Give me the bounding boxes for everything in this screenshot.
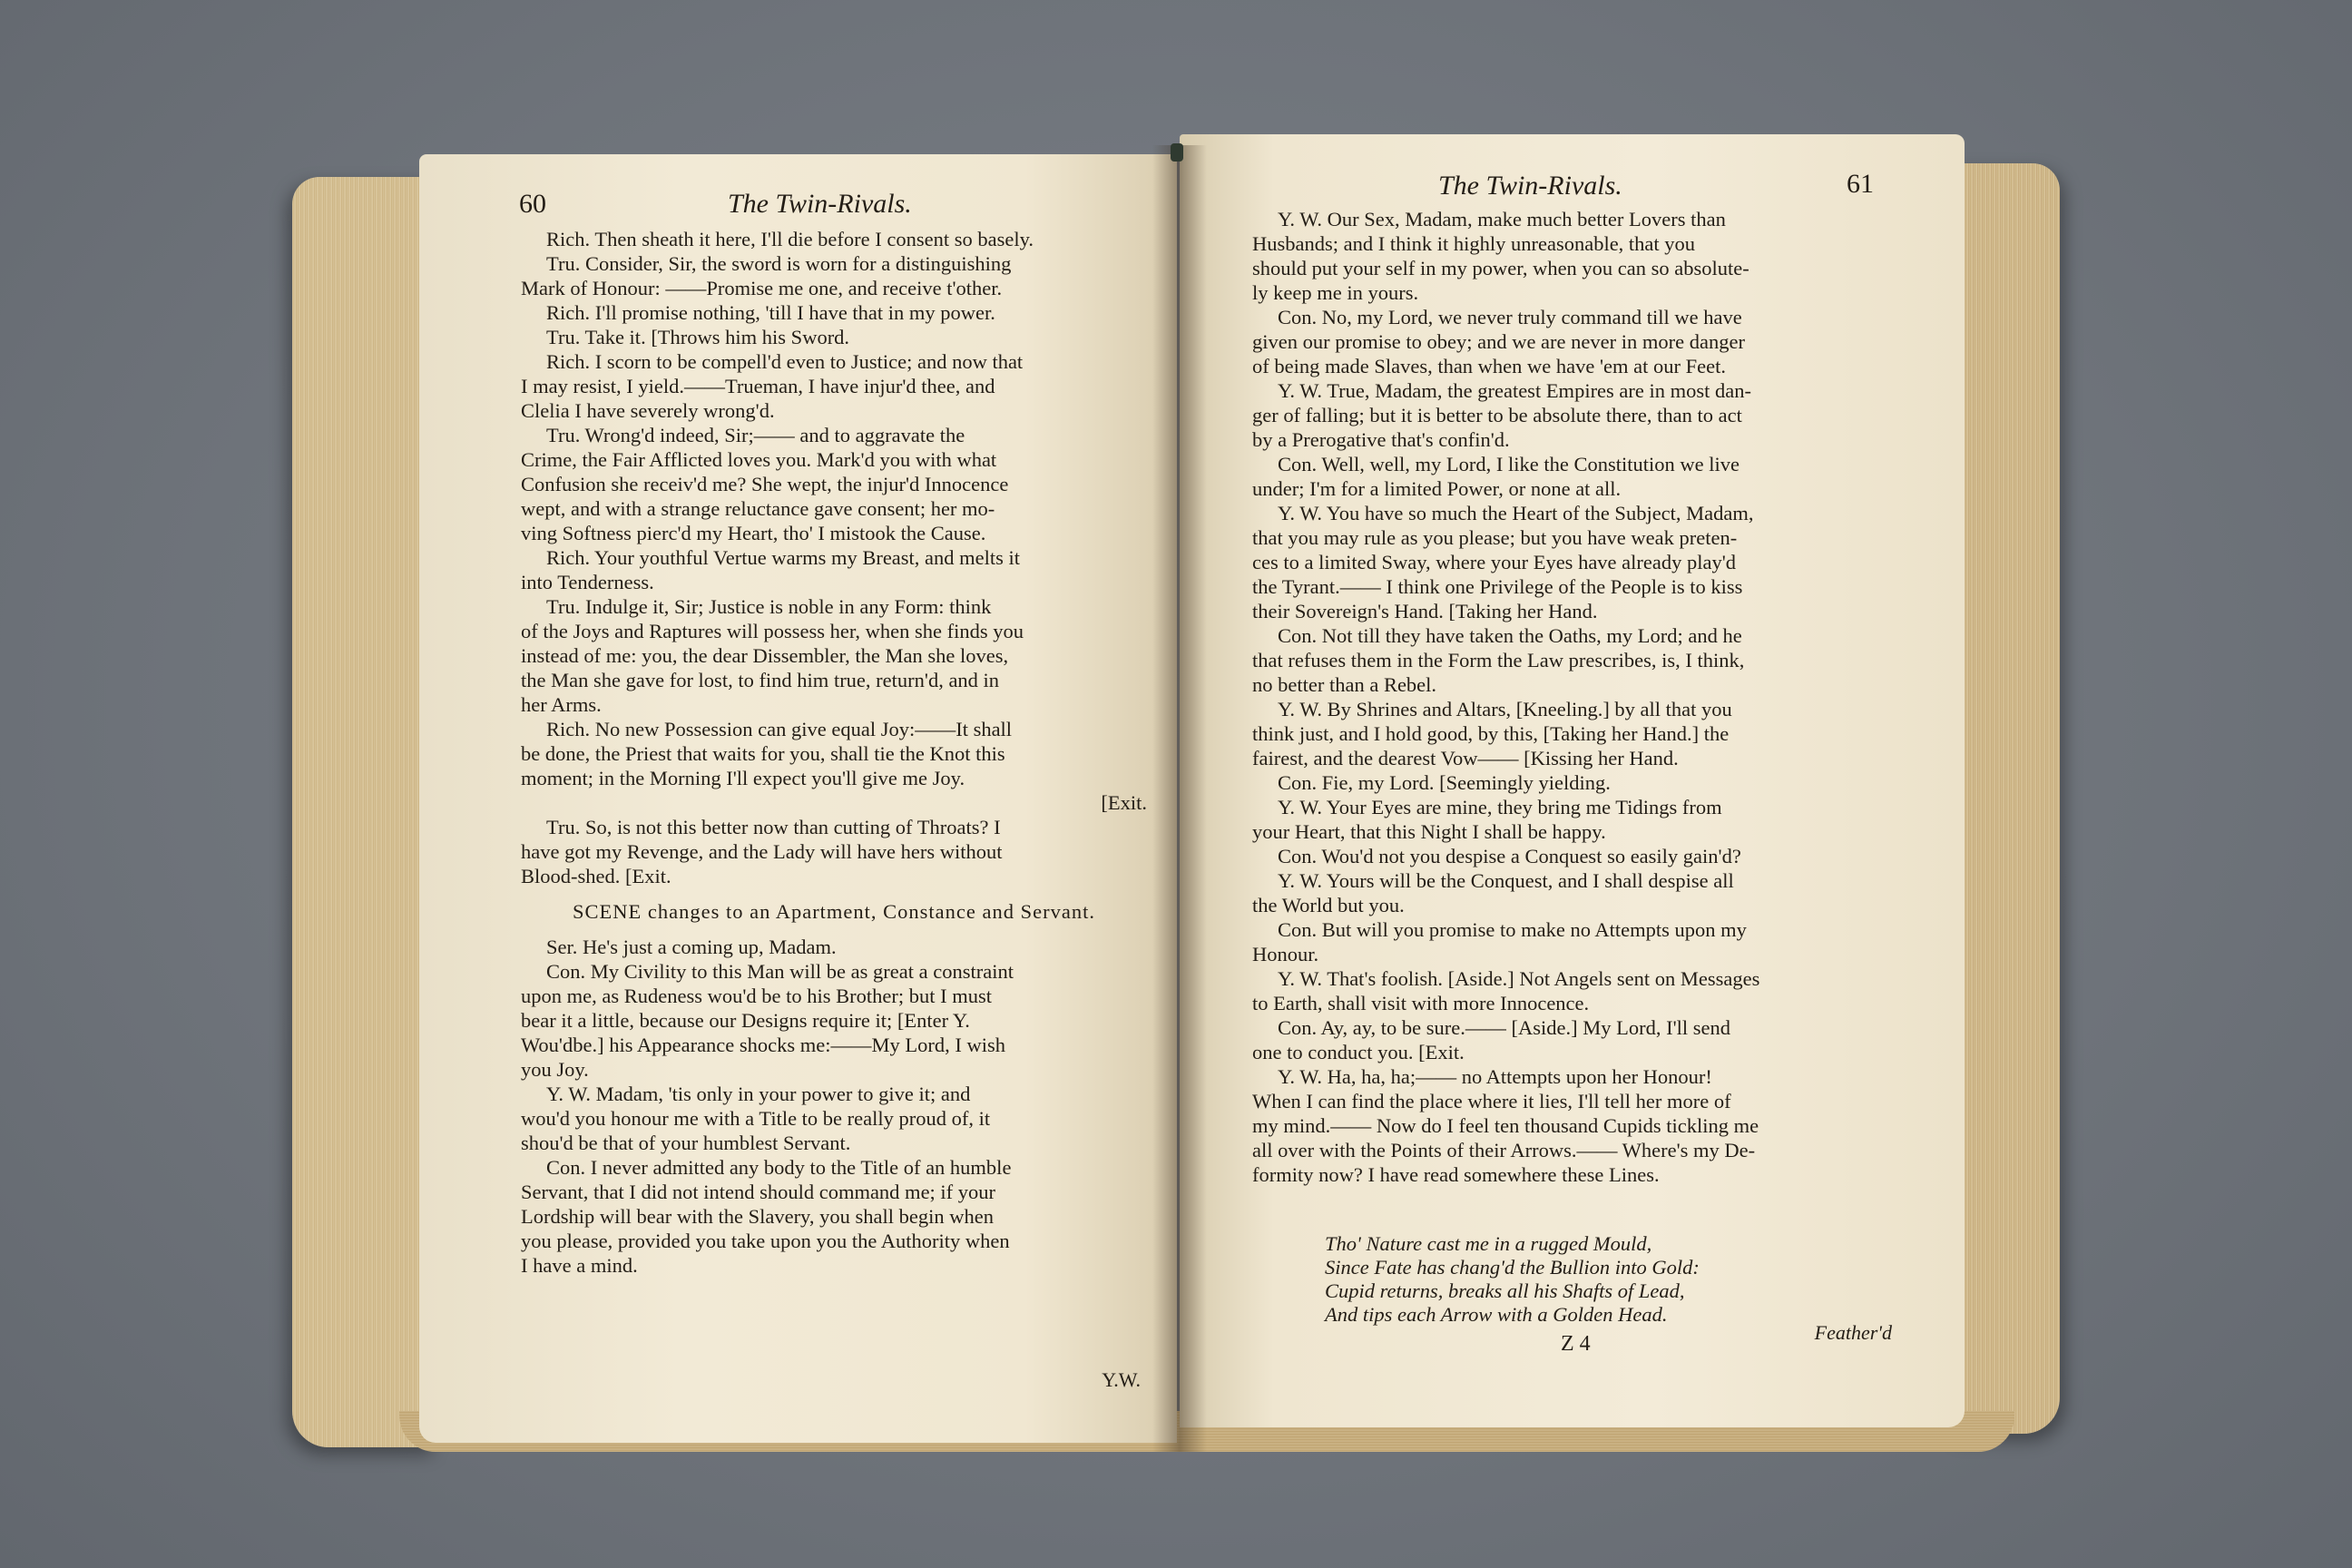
right-running-title: The Twin-Rivals. [1438,171,1622,201]
text-line: Con. Not till they have taken the Oaths, my Lord; and he [1278,624,1742,647]
text-line: you please, provided you take upon you the Authority when [521,1230,1010,1252]
text-line: by a Prerogative that's confin'd. [1252,428,1510,451]
text-line: Y. W. Your Eyes are mine, they bring me Tidings from [1278,796,1722,818]
text-line: Confusion she receiv'd me? She wept, the injur'd Innocence [521,473,1009,495]
text-line: Rich. No new Possession can give equal Joy:——It shall [546,718,1013,740]
text-line: Clelia I have severely wrong'd. [521,399,775,422]
text-line: the Tyrant.—— I think one Privilege of the People is to kiss [1252,575,1743,598]
text-line [521,924,1147,935]
text-line: Y. W. Madam, 'tis only in your power to give it; and [546,1083,971,1105]
text-line: Con. No, my Lord, we never truly command till we have [1278,306,1742,328]
verse-block [1325,1232,1700,1327]
text-line: that refuses them in the Form the Law prescribes, is, I think, [1252,649,1745,671]
text-line: her Arms. [521,693,602,716]
right-page-number: 61 [1847,169,1874,199]
text-line: Y. W. You have so much the Heart of the Subject, Madam, [1278,502,1754,524]
right-catchword: Feather'd [1814,1321,1892,1344]
text-line: shou'd be that of your humblest Servant. [521,1132,851,1154]
binding-thread [1171,143,1183,162]
text-line: Con. Fie, my Lord. [Seemingly yielding. [1278,771,1611,794]
text-line: bear it a little, because our Designs require it; [Enter Y. [521,1009,970,1032]
text-line: my mind.—— Now do I feel ten thousand Cupids tickling me [1252,1114,1759,1137]
text-line: have got my Revenge, and the Lady will have hers without [521,840,1003,863]
text-line: [Exit. [1101,791,1147,814]
text-line: Con. I never admitted any body to the Title of an humble [546,1156,1012,1179]
text-line: ly keep me in yours. [1252,281,1419,304]
verse-line: And tips each Arrow with a Golden Head. [1325,1303,1668,1326]
text-line: be done, the Priest that waits for you, shall tie the Knot this [521,742,1005,765]
text-line: Wou'dbe.] his Appearance shocks me:——My Lord, I wish [521,1034,1006,1056]
text-line: Blood-shed. [Exit. [521,865,671,887]
text-line: Tru. So, is not this better now than cutting of Throats? I [546,816,1001,838]
right-page-header [1180,169,1965,205]
text-line: their Sovereign's Hand. [Taking her Hand. [1252,600,1598,622]
text-line: Con. Wou'd not you despise a Conquest so easily gain'd? [1278,845,1741,867]
text-line: I may resist, I yield.——Trueman, I have injur'd thee, and [521,375,995,397]
text-line: formity now? I have read somewhere these Lines. [1252,1163,1660,1186]
right-fore-edge [1951,163,2060,1434]
left-running-title: The Twin-Rivals. [728,189,912,219]
scene-heading: SCENE changes to an Apartment, Constance and Servant. [572,900,1095,923]
text-line: into Tenderness. [521,571,654,593]
text-line: Husbands; and I think it highly unreasonable, that you [1252,232,1696,255]
left-page-text [521,227,1147,1278]
text-line: your Heart, that this Night I shall be happy. [1252,820,1606,843]
text-line: you Joy. [521,1058,589,1081]
text-line: Honour. [1252,943,1319,965]
text-line: one to conduct you. [Exit. [1252,1041,1465,1063]
text-line: of the Joys and Raptures will possess her, when she finds you [521,620,1024,642]
text-line: the World but you. [1252,894,1405,916]
text-line: Rich. I scorn to be compell'd even to Justice; and now that [546,350,1024,373]
text-line: Mark of Honour: ——Promise me one, and receive t'other. [521,277,1003,299]
text-line: under; I'm for a limited Power, or none at all. [1252,477,1622,500]
text-line: of being made Slaves, than when we have 'em at our Feet. [1252,355,1727,377]
verse-line: Since Fate has chang'd the Bullion into Gold: [1325,1256,1700,1279]
text-line: Y. W. Our Sex, Madam, make much better Lovers than [1278,208,1726,230]
text-line: When I can find the place where it lies, I'll tell her more of [1252,1090,1731,1112]
text-line: Rich. I'll promise nothing, 'till I have that in my power. [546,301,995,324]
text-line: instead of me: you, the dear Dissembler, the Man she loves, [521,644,1009,667]
text-line: Y. W. True, Madam, the greatest Empires are in most dan- [1278,379,1752,402]
text-line: should put your self in my power, when you can so absolute- [1252,257,1749,279]
text-line: the Man she gave for lost, to find him true, return'd, and in [521,669,1000,691]
left-page-header [419,189,1177,225]
text-line: Ser. He's just a coming up, Madam. [546,936,837,958]
verse-line: Cupid returns, breaks all his Shafts of Lead, [1325,1279,1685,1302]
text-line: ving Softness pierc'd my Heart, tho' I mistook the Cause. [521,522,986,544]
text-line: Y. W. By Shrines and Altars, [Kneeling.] by all that you [1278,698,1732,720]
left-page-number: 60 [519,189,546,219]
text-line: think just, and I hold good, by this, [Taking her Hand.] the [1252,722,1730,745]
text-line: Servant, that I did not intend should command me; if your [521,1181,996,1203]
left-page [419,154,1177,1443]
text-line: no better than a Rebel. [1252,673,1437,696]
text-line: wept, and with a strange reluctance gave consent; her mo- [521,497,995,520]
text-line: wou'd you honour me with a Title to be really proud of, it [521,1107,991,1130]
text-line: Tru. Indulge it, Sir; Justice is noble in any Form: think [546,595,992,618]
text-line: given our promise to obey; and we are never in more danger [1252,330,1745,353]
text-line: Y. W. That's foolish. [Aside.] Not Angels sent on Messages [1278,967,1760,990]
right-page-text [1252,207,1877,1187]
text-line: Tru. Wrong'd indeed, Sir;—— and to aggravate the [546,424,965,446]
text-line: Con. Ay, ay, to be sure.—— [Aside.] My Lord, I'll send [1278,1016,1730,1039]
right-page [1180,134,1965,1427]
text-line: all over with the Points of their Arrows.—— Where's my De- [1252,1139,1756,1161]
text-line: to Earth, shall visit with more Innocence. [1252,992,1590,1014]
text-line: upon me, as Rudeness wou'd be to his Brother; but I must [521,985,993,1007]
left-catchword: Y.W. [1102,1368,1141,1391]
signature-mark: Z 4 [1561,1332,1591,1356]
text-line: Tru. Take it. [Throws him his Sword. [546,326,850,348]
text-line: Con. But will you promise to make no Attempts upon my [1278,918,1747,941]
text-line: Lordship will bear with the Slavery, you shall begin when [521,1205,994,1228]
text-line: Y. W. Ha, ha, ha;—— no Attempts upon her Honour! [1278,1065,1712,1088]
text-line: I have a mind. [521,1254,638,1277]
verse-line: Tho' Nature cast me in a rugged Mould, [1325,1232,1652,1255]
text-line: ces to a limited Sway, where your Eyes have already play'd [1252,551,1737,573]
text-line: Crime, the Fair Afflicted loves you. Mark'd you with what [521,448,997,471]
left-fore-edge [292,177,437,1447]
text-line: ger of falling; but it is better to be absolute there, than to act [1252,404,1742,426]
text-line: Con. Well, well, my Lord, I like the Constitution we live [1278,453,1740,475]
text-line: Rich. Then sheath it here, I'll die before I consent so basely. [546,228,1034,250]
text-line: Y. W. Yours will be the Conquest, and I shall despise all [1278,869,1734,892]
text-line: Con. My Civility to this Man will be as great a constraint [546,960,1014,983]
text-line: fairest, and the dearest Vow—— [Kissing her Hand. [1252,747,1679,769]
text-line [521,888,1147,899]
text-line: Tru. Consider, Sir, the sword is worn for a distinguishing [546,252,1012,275]
text-line: that you may rule as you please; but you have weak preten- [1252,526,1738,549]
text-line: Rich. Your youthful Vertue warms my Breast, and melts it [546,546,1021,569]
book-gutter [1152,145,1207,1452]
text-line: moment; in the Morning I'll expect you'll give me Joy. [521,767,965,789]
